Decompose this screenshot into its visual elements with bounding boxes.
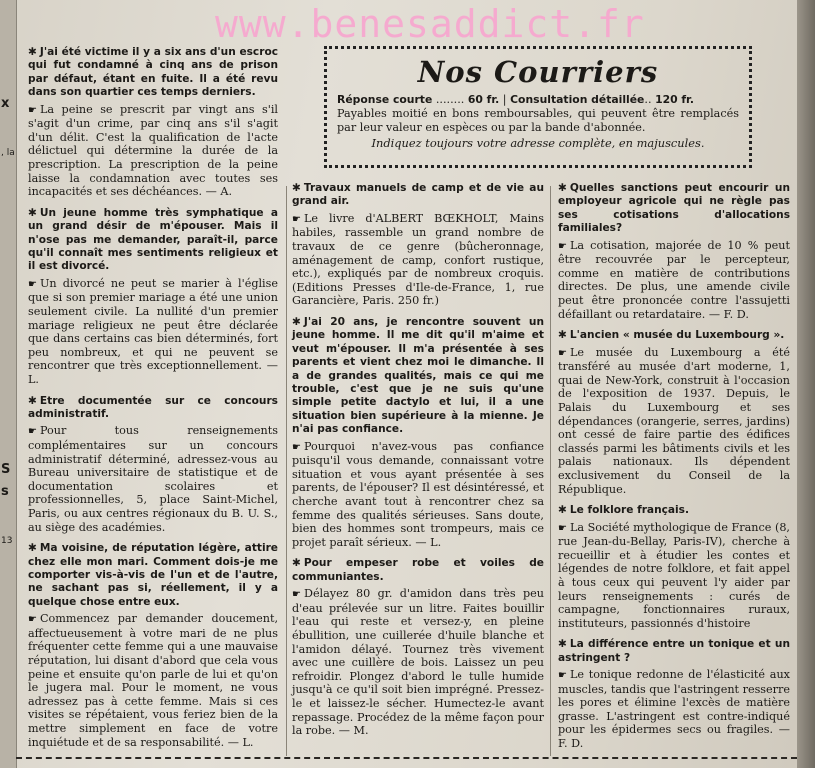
short-reply-label: Réponse courte xyxy=(337,93,433,106)
pricing-line: Réponse courte ........ 60 fr. | Consultation détaillée.. 120 fr. xyxy=(337,93,694,106)
column-2 xyxy=(292,182,544,746)
answer: ☛ Pourquoi n'avez-vous pas confiance puisqu'il vous demande, connaissant votre situation et vous ayant présentée à ses parents, de l'épouser? Il est désintéressé, et cherche avant tout à rencontrer chez sa femme des qualités sérieuses. Sans doute, bien des hommes sont trompeurs, mais ce projet paraît sérieux. — L. xyxy=(292,439,544,549)
answer: ☛ Commencez par demander doucement, affectueusement à votre mari de ne plus fréquenter cette femme qui a une mauvaise réputation, lui disant d'abord que cela vous peine et ensuite qu'on parle de lui et qu'on le jugera mal. Pour le moment, ne vous adressez pas à cette femme. Mais si ces visites se répétaient, vous feriez bien de la mettre simplement en face de votre inquiétude et de sa responsabilité. — L. xyxy=(28,612,278,749)
question: ✱ Un jeune homme très symphatique a un grand désir de m'épouser. Mais il n'ose pas me demander, paraît-il, parce qu'il connaît mes sentiments religieux et il est divorcé. xyxy=(28,206,278,273)
answer: ☛ La Société mythologique de France (8, rue Jean-du-Bellay, Paris-IV), cherche à recueillir et à étudier les contes et légendes de notre folklore, et fait appel à tous ceux qui peuvent l'y aider par leurs renseignements : curés de campagne, fonctionnaires ruraux, instituteurs, passionnés d'histoire xyxy=(558,520,790,630)
question: ✱ Le folklore français. xyxy=(558,504,689,517)
answer: ☛ Le tonique redonne de l'élasticité aux muscles, tandis que l'astringent resserre les pores et élimine l'excès de matière grasse. L'astringent est contre-indiqué pour les épidermes secs ou fragiles. — F. D. xyxy=(558,668,790,751)
answer: ☛ Le musée du Luxembourg a été transféré au musée d'art moderne, 1, quai de New-York, construit à l'occasion de l'exposition de 1937. Depuis, le Palais du Luxembourg et ses dépendances (orangerie, serres, jardins) ont cessé de faire partie des édifices classés parmi les bâtiments civils et les palais nationaux. Ils dépendent exclusivement du Conseil de la République. xyxy=(558,345,790,496)
question: ✱ La différence entre un tonique et un astringent ? xyxy=(558,638,790,664)
column-divider xyxy=(550,186,551,756)
watermark: www.benesaddict.fr xyxy=(215,2,645,46)
column-1 xyxy=(28,46,278,757)
courriers-header-box xyxy=(324,46,752,168)
column-divider xyxy=(286,186,287,756)
question: ✱ Etre documentée sur ce concours administratif. xyxy=(28,394,278,420)
answer: ☛ La peine se prescrit par vingt ans s'il s'agit d'un crime, par cinq ans s'il s'agit d'un délit. C'est la qualification de l'acte délictuel qui détermine la durée de la prescription. La prescription de la peine laisse la condamnation avec toutes ses incapacités et ses déchéances. — A. xyxy=(28,102,278,199)
answer: ☛ Un divorcé ne peut se marier à l'église que si son premier mariage a été une union seulement civile. La nullité d'un premier mariage religieux ne peut être déclarée que dans certains cas bien déterminés, fort peu nombreux, et qui ne peuvent se rencontrer que très exceptionnellement. — L. xyxy=(28,276,278,386)
payment-terms: Payables moitié en bons remboursables, qui peuvent être remplacés par leur valeur en espèces ou par la bande d'abonnée. xyxy=(337,107,739,134)
answer: ☛ La cotisation, majorée de 10 % peut être recouvrée par le percepteur, comme en matière de contributions directes. De plus, une amende civile peut être prononcée contre l'assujetti défaillant ou retardataire. — F. D. xyxy=(558,238,790,321)
question: ✱ J'ai 20 ans, je rencontre souvent un jeune homme. Il me dit qu'il m'aime et veut m'épouser. Il m'a présentée à ses parents et vient chez moi le dimanche. Il a de grandes qualités, mais ce qui me trouble, c'est que je ne suis qu'une simple petite dactylo et lui, il a une situation bien supérieure à la mienne. Je n'ai pas confiance. xyxy=(292,315,544,436)
answer: ☛ Le livre d'ALBERT BŒKHOLT, Mains habiles, rassemble un grand nombre de travaux de ce genre (bûcheronnage, aménagement de camp, confort rustique, etc.), expliqués par de nombreux croquis. (Editions Presses d'Ile-de-France, 1, rue Garancière, Paris. 250 fr.) xyxy=(292,211,544,308)
question: ✱ Pour empeser robe et voiles de communiantes. xyxy=(292,557,544,583)
margin-fragment: x xyxy=(1,96,10,111)
question: ✱ Travaux manuels de camp et de vie au grand air. xyxy=(292,182,544,208)
answer: ☛ Pour tous renseignements complémentaires sur un concours administratif déterminé, adressez-vous au Bureau universitaire de statistique et de documentation scolaires et professionnelles, 5, place Saint-Michel, Paris, ou aux centres régionaux du B. U. S., au siège des académies. xyxy=(28,424,278,534)
short-reply-price: 60 fr. xyxy=(467,93,500,106)
bottom-rule xyxy=(16,757,797,762)
section-title: Nos Courriers xyxy=(417,55,659,89)
margin-fragment: 13 xyxy=(1,536,13,546)
column-3 xyxy=(558,182,790,759)
detailed-consult-label: Consultation détaillée xyxy=(510,93,645,106)
adjacent-page-margin xyxy=(0,0,17,768)
page-binding-edge xyxy=(797,0,815,768)
question: ✱ Ma voisine, de réputation légère, attire chez elle mon mari. Comment dois-je me comporter vis-à-vis de l'un et de l'autre, ne sachant pas si, réellement, il y a quelque chose entre eux. xyxy=(28,542,278,608)
detailed-consult-price: 120 fr. xyxy=(655,93,694,106)
address-instruction: Indiquez toujours votre adresse complète, en majuscules. xyxy=(371,136,705,150)
margin-fragment: S xyxy=(1,462,11,477)
question: ✱ Quelles sanctions peut encourir un employeur agricole qui ne règle pas ses cotisations d'allocations familiales? xyxy=(558,182,790,235)
question: ✱ J'ai été victime il y a six ans d'un escroc qui fut condamné à cinq ans de prison par défaut, étant en fuite. Il a été revu dans son quartier ces temps derniers. xyxy=(28,46,278,99)
answer: ☛ Délayez 80 gr. d'amidon dans très peu d'eau prélevée sur un litre. Faites bouillir l'eau qui reste et versez-y, en pleine ébullition, une cuillerée d'huile blanche et l'amidon délayé. Tournez très vivement avec une cuillère de bois. Laissez un peu refroidir. Plongez d'abord le tulle humide jusqu'à ce qu'il soit bien imprégné. Pressez-le et laissez-le sécher. Humectez-le avant repassage. Procédez de la même façon pour la robe. — M. xyxy=(292,587,544,738)
margin-fragment: s xyxy=(1,484,9,499)
margin-fragment: , la xyxy=(1,148,15,158)
question: ✱ L'ancien « musée du Luxembourg ». xyxy=(558,329,785,342)
